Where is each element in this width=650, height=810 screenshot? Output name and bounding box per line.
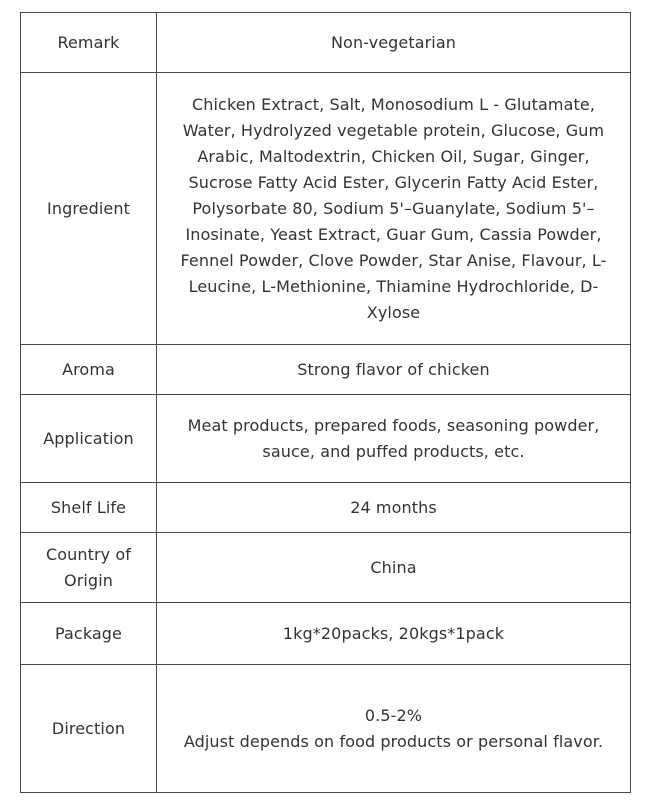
table-row [21,603,631,665]
row-label-country-of-origin: Country of Origin [21,533,157,603]
row-label-package: Package [21,603,157,665]
direction-dosage: 0.5-2% [364,705,423,725]
row-value-package: 1kg*20packs, 20kgs*1pack [157,603,631,665]
row-value-shelf-life: 24 months [157,483,631,533]
row-label-direction: Direction [21,665,157,793]
row-value-direction [157,665,631,793]
direction-note: Adjust depends on food products or personal flavor. [183,731,604,751]
table-row [21,483,631,533]
row-value-application: Meat products, prepared foods, seasoning powder, sauce, and puffed products, etc. [157,395,631,483]
table-row [21,665,631,793]
row-value-country-of-origin: China [157,533,631,603]
table-row [21,533,631,603]
row-value-aroma: Strong flavor of chicken [157,345,631,395]
product-spec-table [20,12,631,793]
row-value-remark: Non-vegetarian [157,13,631,73]
row-label-shelf-life: Shelf Life [21,483,157,533]
row-label-remark: Remark [21,13,157,73]
table-row [21,13,631,73]
row-label-application: Application [21,395,157,483]
table-row [21,395,631,483]
row-value-ingredient: Chicken Extract, Salt, Monosodium L - Glutamate, Water, Hydrolyzed vegetable protein, Glucose, Gum Arabic, Maltodextrin, Chicken Oil, Sugar, Ginger, Sucrose Fatty Acid Ester, Glycerin Fatty Acid Ester, Polysorbate 80, Sodium 5'–Guanylate, Sodium 5'–Inosinate, Yeast Extract, Guar Gum, Cassia Powder, Fennel Powder, Clove Powder, Star Anise, Flavour, L-Leucine, L-Methionine, Thiamine Hydrochloride, D-Xylose [157,73,631,345]
table-row [21,345,631,395]
row-label-aroma: Aroma [21,345,157,395]
table-row [21,73,631,345]
row-label-ingredient: Ingredient [21,73,157,345]
